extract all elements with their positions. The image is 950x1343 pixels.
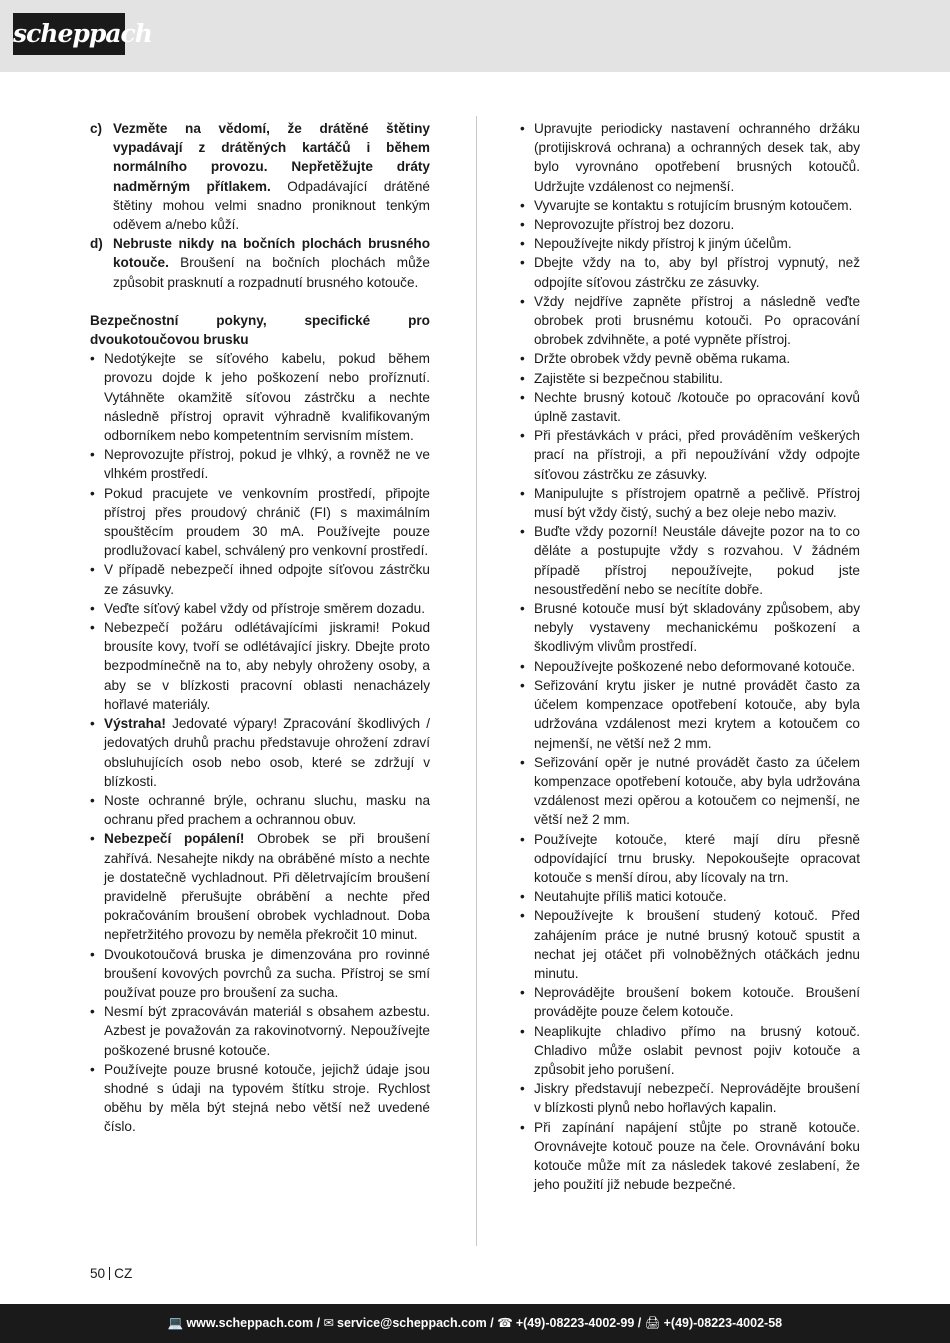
bullet-text: Veďte síťový kabel vždy od přístroje směrem dozadu. — [104, 600, 425, 616]
bullet-bold-text: Nebezpečí popálení! — [104, 831, 245, 847]
bullet-item — [520, 1022, 860, 1080]
bullet-item — [520, 887, 860, 906]
bullet-item — [520, 369, 860, 388]
bullet-item — [520, 676, 860, 753]
safety-bullet-list-right — [520, 119, 860, 1194]
bullet-text: Nechte brusný kotouč /kotouče po opracování kovů úplně zastavit. — [534, 389, 860, 425]
bullet-text: Při přestávkách v práci, před prováděním veškerých prací na přístroji, a při nepoužívání vždy odpojte síťovou zástrčku ze zásuvky. — [534, 428, 860, 482]
bullet-item — [90, 349, 430, 445]
bullet-text: Seřizování krytu jisker je nutné provádět často za účelem kompenzace opotřebení kotouče, aby byla udržována vzdálenost mezi krytem a kotoučem co nejmenší, ne větší než 2 mm. — [534, 677, 860, 751]
bullet-item — [520, 906, 860, 983]
page-number: 50 — [90, 1266, 106, 1281]
item-marker: c) — [90, 121, 103, 136]
email-icon: ✉ — [323, 1316, 335, 1330]
lettered-item — [90, 119, 430, 234]
bullet-item — [520, 753, 860, 830]
bullet-text: Seřizování opěr je nutné provádět často za účelem kompenzace opotřebení kotouče, aby byla udržována vzdálenost mezi opěrou a kotoučem co nejmenší, ne větší než 2 mm. — [534, 754, 860, 828]
bullet-text: Buďte vždy pozorní! Neustále dávejte pozor na to co děláte a postupujte vždy s rozvahou. V žádném případě přístroj nepoužívejte, pokud jste nesoustředění nebo se necítíte dobře. — [534, 524, 860, 597]
bullet-item — [520, 830, 860, 888]
bullet-text: Neaplikujte chladivo přímo na brusný kotouč. Chladivo může oslabit pevnost pojiv kotouče a způsobit jeho porušení. — [534, 1023, 860, 1077]
bullet-item — [520, 1118, 860, 1195]
bullet-text: Upravujte periodicky nastavení ochranného držáku (protijiskrová ochrana) a ochranných desek tak, aby bylo vyrovnáno opotřebení brusných kotoučů. Udržujte vzdálenost co nejmenší. — [534, 121, 860, 194]
bullet-text: Vyvarujte se kontaktu s rotujícím brusným kotoučem. — [534, 197, 853, 213]
bullet-item — [90, 484, 430, 561]
bullet-text: Nebezpečí požáru odlétávajícími jiskrami! Pokud brousíte kovy, tvoří se odlétávající jiskry. Dbejte proto bezpodmínečně na to, aby nebyly ohroženy osoby, a aby se v blízkosti pracovní oblasti nenacházely hořlavé materiály. — [104, 620, 430, 712]
bullet-item — [90, 714, 430, 791]
item-marker: d) — [90, 236, 103, 252]
language-code: CZ — [114, 1266, 133, 1281]
safety-bullet-list — [90, 349, 430, 1136]
bullet-item — [520, 349, 860, 368]
bullet-text: Noste ochranné brýle, ochranu sluchu, masku na ochranu před prachem a ochrannou obuv. — [104, 792, 430, 828]
lettered-item — [90, 234, 430, 292]
bullet-item — [520, 522, 860, 599]
bullet-text: Nedotýkejte se síťového kabelu, pokud během provozu dojde k jeho poškození nebo proříznutí. Vytáhněte okamžitě síťovou zástrčku a nechte následně přístroj opravit výhradně kvalifikovaným odborníkem nebo kompetentním servisním místem. — [104, 351, 430, 444]
bullet-text: Pokud pracujete ve venkovním prostředí, připojte přístroj přes proudový chránič (FI) s maximálním spouštěcím proudem 30 mA. Používejte pouze prodlužovací kabel, schválený pro venkovní prostředí. — [104, 485, 430, 559]
bullet-item — [90, 1060, 430, 1137]
bullet-item — [520, 657, 860, 676]
bullet-text: Vždy nejdříve zapněte přístroj a následně veďte obrobek proti brusnému kotouči. Po opracování obrobek zdvihněte, a poté vypněte přístroj. — [534, 293, 860, 348]
bullet-item — [520, 234, 860, 253]
bullet-text: Nepoužívejte k broušení studený kotouč. Před zahájením práce je nutné brusný kotouč spustit a nechat jej otáčet při volnoběžných otáčkách jednu minutu. — [534, 908, 860, 981]
bullet-text: Zajistěte si bezpečnou stabilitu. — [534, 370, 723, 386]
website-link[interactable]: www.scheppach.com / — [186, 1316, 321, 1330]
bullet-text: Jedovaté výpary! Zpracování škodlivých / jedovatých druhů prachu představuje ohrožení zdraví obsluhujících osob nebo osob, které se zdržují v blízkosti. — [104, 716, 430, 789]
email-link[interactable]: service@scheppach.com / — [337, 1316, 494, 1330]
bullet-item — [520, 484, 860, 522]
bullet-item — [520, 599, 860, 657]
bullet-item — [520, 1079, 860, 1117]
bullet-item — [520, 292, 860, 350]
bullet-text: Nepoužívejte poškozené nebo deformované kotouče. — [534, 658, 856, 674]
bullet-text: Dbejte vždy na to, aby byl přístroj vypnutý, než odpojíte síťovou zástrčku ze zásuvky. — [534, 255, 860, 290]
right-column — [520, 119, 860, 1194]
bullet-item — [520, 253, 860, 291]
bullet-bold-text: Výstraha! — [104, 716, 166, 732]
bullet-text: Neprovozujte přístroj, pokud je vlhký, a rovněž ne ve vlhkém prostředí. — [104, 447, 430, 482]
bullet-text: V případě nebezpečí ihned odpojte síťovou zástrčku ze zásuvky. — [104, 562, 430, 597]
bullet-item — [90, 599, 430, 618]
section-heading: Bezpečnostní pokyny, specifické pro dvoukotoučovou brusku — [90, 312, 430, 348]
bullet-text: Obrobek se při broušení zahřívá. Nesahejte nikdy na obráběné místo a nechte je dostatečně vychladnout. Při děletrvajícím broušení pravidelně přerušujte obrábění a nechte před pokračováním broušení obrobek vychladnout. Doba nepřetržitého provozu by neměla překročit 10 minut. — [104, 831, 430, 943]
bullet-item — [520, 196, 860, 215]
lettered-list — [90, 119, 430, 292]
bullet-item — [520, 983, 860, 1021]
bullet-item — [90, 829, 430, 944]
bullet-text: Používejte pouze brusné kotouče, jejichž údaje jsou shodné s údaji na typovém štítku stroje. Rychlost oběhu by měla být stejná nebo větší než uvedené číslo. — [104, 1061, 430, 1135]
bullet-item — [520, 215, 860, 234]
phone-number: +(49)-08223-4002-99 / — [515, 1316, 642, 1330]
bullet-item — [90, 1002, 430, 1060]
item-text: Broušení na bočních plochách může způsobit prasknutí a rozpadnutí brusného kotouče. — [113, 255, 430, 290]
bullet-item — [90, 791, 430, 829]
bullet-text: Neprovozujte přístroj bez dozoru. — [534, 217, 735, 233]
bullet-text: Dvoukotoučová bruska je dimenzována pro rovinné broušení kovových povrchů za sucha. Přístroj se smí používat pouze pro broušení za sucha. — [104, 946, 430, 1000]
bullet-item — [520, 119, 860, 196]
bullet-text: Nesmí být zpracováván materiál s obsahem azbestu. Azbest je považován za rakovinotvorný. Nepoužívejte poškozené brusné kotouče. — [104, 1004, 430, 1058]
bullet-text: Neprovádějte broušení bokem kotouče. Broušení provádějte pouze čelem kotouče. — [534, 985, 860, 1020]
footer-separator — [109, 1267, 110, 1280]
column-divider — [476, 116, 477, 1246]
bullet-item — [90, 945, 430, 1003]
computer-icon: 💻 — [167, 1316, 184, 1330]
phone-icon: ☎ — [497, 1316, 513, 1330]
bullet-text: Při zapínání napájení stůjte po straně kotouče. Orovnávejte kotouč pouze na čele. Orovnávání boku kotouče může mít za následek takové zeslabení, že jeho použití již nebude bezpečné. — [534, 1119, 860, 1193]
fax-number: +(49)-08223-4002-58 — [663, 1316, 783, 1330]
bullet-text: Neutahujte příliš matici kotouče. — [534, 889, 727, 905]
bullet-item — [90, 445, 430, 483]
bullet-item — [90, 560, 430, 598]
bullet-text: Nepoužívejte nikdy přístroj k jiným účelům. — [534, 236, 792, 252]
bullet-text: Jiskry představují nebezpečí. Neprovádějte broušení v blízkosti plynů nebo hořlavých kapalin. — [534, 1081, 860, 1116]
left-column — [90, 119, 430, 1137]
bullet-item — [520, 388, 860, 426]
bullet-text: Používejte kotouče, které mají díru přesně odpovídající trnu brusky. Nepokoušejte opracovat kotouče s menší dírou, aby lícovaly na trn. — [534, 831, 860, 885]
contact-bar — [0, 1304, 950, 1343]
item-text: Odpadávající drátěné štětiny mohou velmi snadno proniknout tenkým oděvem a/nebo kůží. — [113, 178, 430, 233]
header-bar — [0, 0, 950, 72]
bullet-text: Držte obrobek vždy pevně oběma rukama. — [534, 351, 791, 367]
bullet-item — [90, 618, 430, 714]
scheppach-logo: scheppach — [13, 13, 125, 55]
fax-icon: 🖨 — [644, 1316, 661, 1330]
bullet-text: Manipulujte s přístrojem opatrně a pečlivě. Přístroj musí být vždy čistý, suchý a bez oleje nebo maziv. — [534, 485, 860, 521]
item-bold-text: Nebruste nikdy na bočních plochách brusného kotouče. — [113, 236, 430, 271]
bullet-text: Brusné kotouče musí být skladovány způsobem, aby nebyly vystaveny mechanickému poškození a škodlivým vlivům prostředí. — [534, 601, 860, 655]
item-bold-text: Vezměte na vědomí, že drátěné štětiny vypadávají z drátěných kartáčů i během normálního provozu. Nepřetěžujte dráty nadměrným přítlakem. — [113, 121, 430, 194]
page-footer — [90, 1266, 132, 1282]
bullet-item — [520, 426, 860, 484]
